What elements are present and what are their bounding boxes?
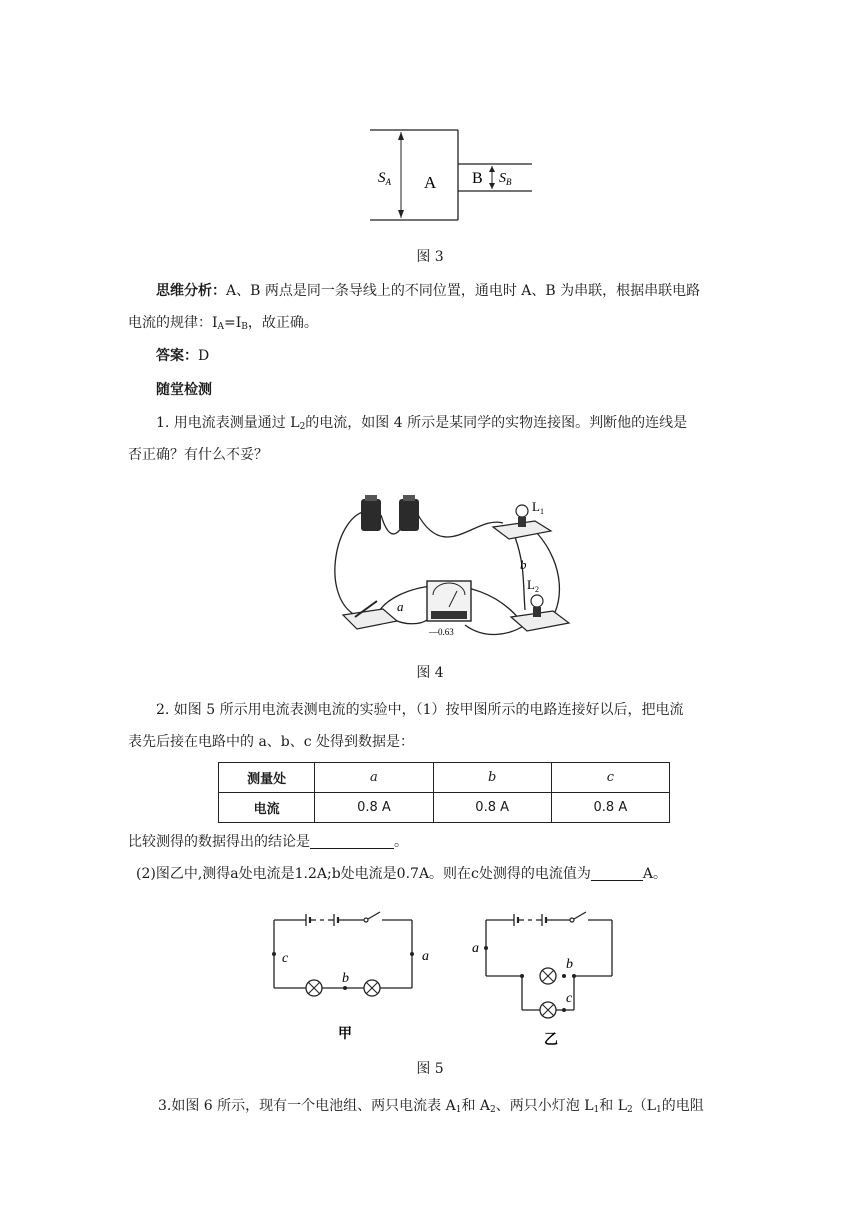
figure-3-diagram [360,120,540,230]
fig5-right-caption: 乙 [544,1033,558,1048]
fig5-left-label-b: b [342,971,349,986]
fig5-right-label-a: a [472,941,479,956]
table-header-cell: a [315,763,433,793]
question-2-part-2: (2)图乙中,测得a处电流是1.2A;b处电流是0.7A。则在c处测得的电流值为 A。 [136,866,668,882]
table-row [219,793,670,823]
analysis-label: 思维分析： [156,283,226,299]
answer-line [128,340,748,372]
fig4-label-l2: $L_2$ [527,577,539,594]
table-cell: 电流 [219,793,315,823]
fig5-left-label-a: a [422,949,429,964]
question-2-line-2: 表先后接在电路中的 a、b、c 处得到数据是： [128,734,415,750]
fig3-label-a: A [424,173,437,192]
table-header-cell: 测量处 [219,763,315,793]
fig4-label-a: a [397,599,404,614]
table-cell: 0.8 A [433,793,551,823]
fig5-right-label-c: c [566,991,573,1006]
fig4-label-b: b [520,557,527,572]
table-header-cell: b [433,763,551,793]
figure-5-caption: 图 5 [416,1061,444,1077]
analysis-paragraph-cont: 电流的规律：$I_A=I_B$，故正确。 [128,315,318,332]
question-1-line-2: 否正确？有什么不妥？ [128,447,268,463]
question-2-conclusion: 比较测得的数据得出的结论是 。 [128,834,408,850]
answer-label: 答案： [156,348,198,364]
answer-value: D [198,348,210,364]
fig5-right-label-b: b [566,957,573,972]
figure-5-parallel-circuit [470,898,630,1048]
answer-blank-1[interactable] [310,832,394,849]
fig5-left-label-c: c [282,951,289,966]
question-3-line-1: 3.如图 6 所示，现有一个电池组、两只电流表 $A_1$和 $A_2$、两只小灯泡 $L_1$和 $L_2(L_1$的电阻 [158,1098,704,1115]
fig3-label-sa: $S_A$ [378,170,391,187]
fig3-label-sb: $S_B$ [499,171,512,187]
table-header-row [219,763,670,793]
figure-5-series-circuit [262,902,442,1042]
fig4-label-l1: $L_1$ [532,499,544,516]
question-1-line-1: 1. 用电流表测量通过 $L_2$的电流，如图 4 所示是某同学的实物连接图。判断他的连线是 [156,415,688,432]
answer-blank-2[interactable] [591,864,643,881]
table-cell: 0.8 A [551,793,669,823]
section-title: 随堂检测 [156,382,212,398]
fig3-label-b: B [472,170,483,187]
table-cell: 0.8 A [315,793,433,823]
figure-4-caption: 图 4 [416,665,444,681]
current-data-table [218,762,670,823]
analysis-text-1: A、B 两点是同一条导线上的不同位置，通电时 A、B 为串联，根据串联电路 [226,283,701,299]
question-2-line-1: 2. 如图 5 所示用电流表测电流的实验中，（1）按甲图所示的电路连接好以后，把电流 [156,702,684,718]
fig4-meter-terminals: —0.63 [429,627,454,637]
analysis-paragraph [128,275,748,307]
table-header-cell: c [551,763,669,793]
figure-4-circuit-photo [325,485,575,645]
figure-3-caption: 图 3 [416,249,444,265]
fig5-left-caption: 甲 [338,1027,352,1042]
